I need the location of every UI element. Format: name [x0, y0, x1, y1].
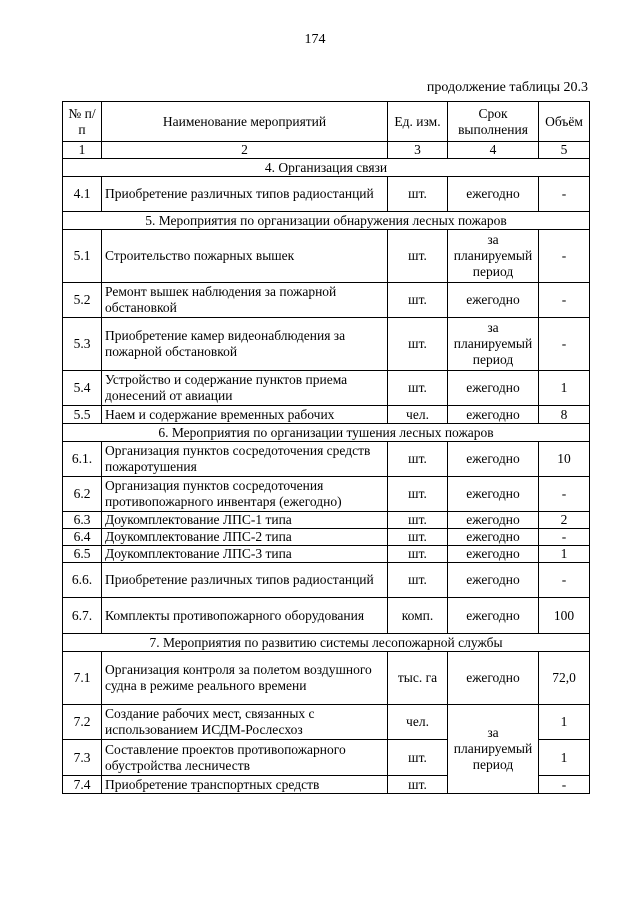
table-row [63, 529, 590, 546]
row-name: Приобретение камер видеонаблюдения за пожарной обстановкой [102, 318, 388, 371]
section-title: 7. Мероприятия по развитию системы лесопожарной службы [63, 634, 590, 652]
row-name: Доукомплектование ЛПС-3 типа [102, 546, 388, 563]
row-volume: - [539, 529, 590, 546]
row-num: 7.3 [63, 740, 102, 776]
table-row [63, 477, 590, 512]
row-volume: - [539, 177, 590, 212]
row-volume: 1 [539, 705, 590, 740]
column-number-row [63, 142, 590, 159]
header-row [63, 102, 590, 142]
row-num: 6.6. [63, 563, 102, 598]
colnum-1: 1 [63, 142, 102, 159]
row-name: Доукомплектование ЛПС-1 типа [102, 512, 388, 529]
table-row [63, 598, 590, 634]
measures-table [62, 101, 590, 794]
row-num: 5.3 [63, 318, 102, 371]
row-num: 5.1 [63, 230, 102, 283]
row-unit: шт. [388, 563, 448, 598]
row-name: Приобретение различных типов радиостанций [102, 563, 388, 598]
row-volume: - [539, 776, 590, 794]
row-volume: - [539, 318, 590, 371]
row-name: Организация пунктов сосредоточения средств пожаротушения [102, 442, 388, 477]
row-volume: 1 [539, 740, 590, 776]
row-unit: шт. [388, 776, 448, 794]
row-unit: шт. [388, 546, 448, 563]
page-number: 174 [304, 32, 326, 47]
colnum-4: 4 [448, 142, 539, 159]
table-row [63, 442, 590, 477]
row-volume: 8 [539, 406, 590, 424]
row-num: 6.5 [63, 546, 102, 563]
row-name: Приобретение транспортных средств [102, 776, 388, 794]
row-num: 6.7. [63, 598, 102, 634]
row-num: 6.1. [63, 442, 102, 477]
section-row [63, 634, 590, 652]
section-title: 4. Организация связи [63, 159, 590, 177]
row-num: 6.2 [63, 477, 102, 512]
row-num: 5.4 [63, 371, 102, 406]
row-volume: 2 [539, 512, 590, 529]
row-unit: шт. [388, 371, 448, 406]
row-term: ежегодно [448, 477, 539, 512]
row-num: 5.5 [63, 406, 102, 424]
row-term: ежегодно [448, 283, 539, 318]
row-volume: 1 [539, 546, 590, 563]
row-num: 5.2 [63, 283, 102, 318]
row-term: ежегодно [448, 371, 539, 406]
row-name: Приобретение различных типов радиостанций [102, 177, 388, 212]
header-name: Наименование мероприятий [102, 102, 388, 142]
row-term: ежегодно [448, 598, 539, 634]
table-row [63, 318, 590, 371]
section-row [63, 424, 590, 442]
row-name: Доукомплектование ЛПС-2 типа [102, 529, 388, 546]
row-term: ежегодно [448, 563, 539, 598]
header-term: Срок выполнения [448, 102, 539, 142]
row-name: Создание рабочих мест, связанных с использованием ИСДМ-Рослесхоз [102, 705, 388, 740]
row-name: Составление проектов противопожарного обустройства лесничеств [102, 740, 388, 776]
row-unit: шт. [388, 230, 448, 283]
row-volume: 72,0 [539, 652, 590, 705]
row-num: 6.4 [63, 529, 102, 546]
table-row [63, 371, 590, 406]
row-unit: шт. [388, 442, 448, 477]
row-volume: 1 [539, 371, 590, 406]
row-volume: - [539, 230, 590, 283]
row-unit: тыс. га [388, 652, 448, 705]
table-row [63, 546, 590, 563]
row-unit: чел. [388, 705, 448, 740]
row-term-merged: за планируемый период [448, 705, 539, 794]
header-unit: Ед. изм. [388, 102, 448, 142]
row-name: Строительство пожарных вышек [102, 230, 388, 283]
row-term: ежегодно [448, 652, 539, 705]
table-row [63, 705, 590, 740]
row-name: Организация пунктов сосредоточения противопожарного инвентаря (ежегодно) [102, 477, 388, 512]
row-unit: чел. [388, 406, 448, 424]
row-term: ежегодно [448, 546, 539, 563]
table-row [63, 406, 590, 424]
row-unit: шт. [388, 512, 448, 529]
section-row [63, 159, 590, 177]
row-unit: шт. [388, 740, 448, 776]
colnum-5: 5 [539, 142, 590, 159]
section-title: 5. Мероприятия по организации обнаружения лесных пожаров [63, 212, 590, 230]
row-term: ежегодно [448, 177, 539, 212]
row-term: ежегодно [448, 442, 539, 477]
table-row [63, 177, 590, 212]
header-num: № п/п [63, 102, 102, 142]
row-num: 4.1 [63, 177, 102, 212]
row-unit: шт. [388, 477, 448, 512]
table-continuation-caption: продолжение таблицы 20.3 [426, 80, 588, 95]
table-row [63, 512, 590, 529]
row-volume: - [539, 477, 590, 512]
header-volume: Объём [539, 102, 590, 142]
row-volume: - [539, 563, 590, 598]
row-term: за планируемый период [448, 230, 539, 283]
table-row [63, 230, 590, 283]
table-row [63, 283, 590, 318]
row-unit: шт. [388, 318, 448, 371]
row-num: 7.1 [63, 652, 102, 705]
row-name: Наем и содержание временных рабочих [102, 406, 388, 424]
row-term: ежегодно [448, 529, 539, 546]
row-num: 6.3 [63, 512, 102, 529]
row-volume: 100 [539, 598, 590, 634]
row-term: ежегодно [448, 512, 539, 529]
colnum-3: 3 [388, 142, 448, 159]
row-unit: шт. [388, 283, 448, 318]
row-volume: 10 [539, 442, 590, 477]
table-row [63, 563, 590, 598]
row-term: за планируемый период [448, 318, 539, 371]
row-unit: шт. [388, 529, 448, 546]
row-unit: шт. [388, 177, 448, 212]
row-term: ежегодно [448, 406, 539, 424]
row-unit: комп. [388, 598, 448, 634]
row-num: 7.2 [63, 705, 102, 740]
row-name: Ремонт вышек наблюдения за пожарной обстановкой [102, 283, 388, 318]
row-name: Комплекты противопожарного оборудования [102, 598, 388, 634]
table-row [63, 652, 590, 705]
section-row [63, 212, 590, 230]
row-num: 7.4 [63, 776, 102, 794]
section-title: 6. Мероприятия по организации тушения лесных пожаров [63, 424, 590, 442]
row-name: Устройство и содержание пунктов приема донесений от авиации [102, 371, 388, 406]
row-name: Организация контроля за полетом воздушного судна в режиме реального времени [102, 652, 388, 705]
colnum-2: 2 [102, 142, 388, 159]
row-volume: - [539, 283, 590, 318]
